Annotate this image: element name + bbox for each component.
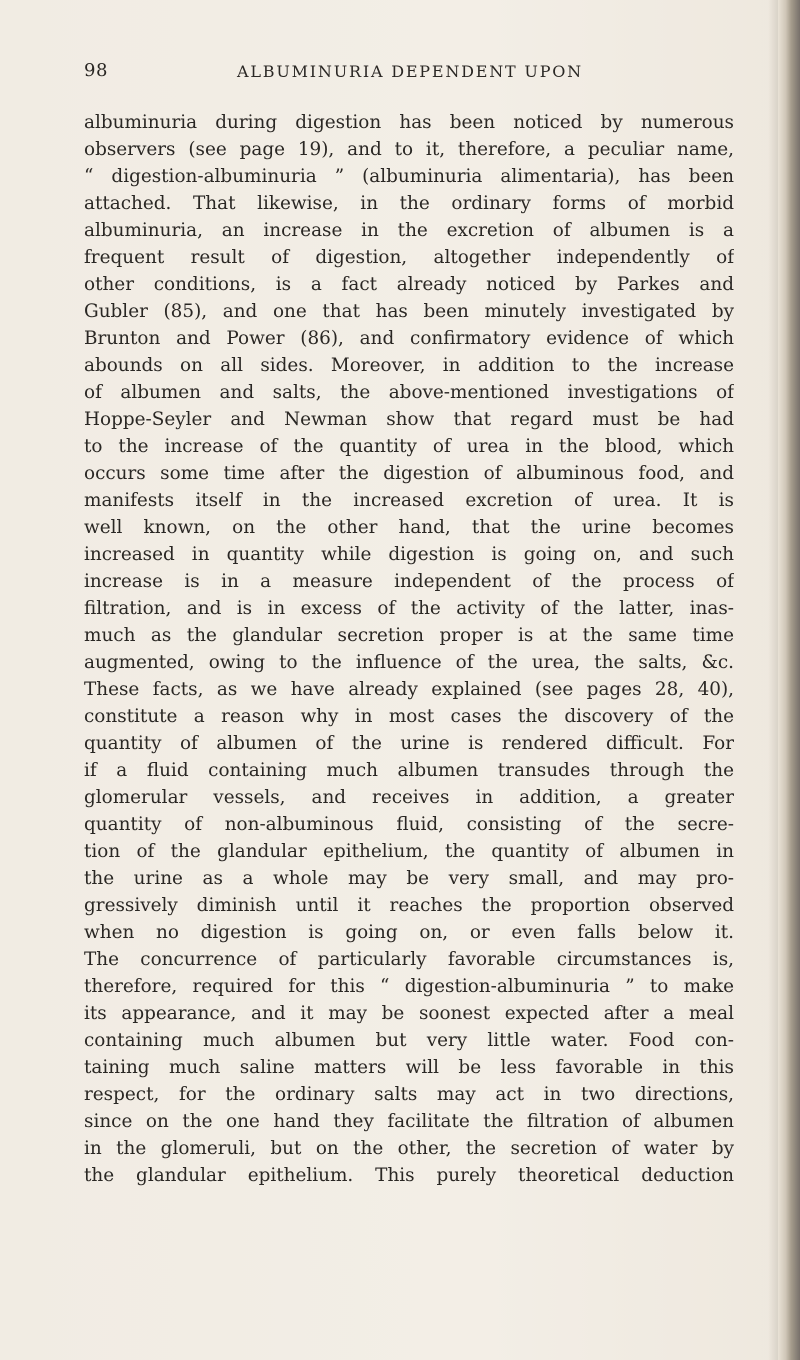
text-line: other conditions, is a fact already noticed by Parkes and [84,274,734,295]
text-line: attached. That likewise, in the ordinary forms of morbid [84,193,734,214]
text-line: since on the one hand they facilitate the filtration of albumen [84,1111,734,1132]
text-line: much as the glandular secretion proper is at the same time [84,625,734,646]
text-line: These facts, as we have already explained (see pages 28, 40), [84,679,734,700]
text-line: to the increase of the quantity of urea in the blood, which [84,436,734,457]
text-line: Brunton and Power (86), and confirmatory evidence of which [84,328,734,349]
text-line: of albumen and salts, the above-mentioned investigations of [84,382,734,403]
text-line: albuminuria during digestion has been noticed by numerous [84,112,734,133]
text-line: increased in quantity while digestion is going on, and such [84,544,734,565]
text-line: quantity of non-albuminous fluid, consisting of the secre- [84,814,734,835]
text-line: Hoppe-Seyler and Newman show that regard must be had [84,409,734,430]
page-header [0,60,800,90]
text-line: manifests itself in the increased excretion of urea. It is [84,490,734,511]
text-line: taining much saline matters will be less favorable in this [84,1057,734,1078]
text-line: albuminuria, an increase in the excretion of albumen is a [84,220,734,241]
text-line: well known, on the other hand, that the urine becomes [84,517,734,538]
text-line: frequent result of digestion, altogether independently of [84,247,734,268]
text-line: Gubler (85), and one that has been minutely investigated by [84,301,734,322]
text-line: if a fluid containing much albumen transudes through the [84,760,734,781]
text-line: the urine as a whole may be very small, and may pro- [84,868,734,889]
book-gutter [778,0,800,1360]
text-line: observers (see page 19), and to it, therefore, a peculiar name, [84,139,734,160]
text-line: abounds on all sides. Moreover, in addition to the increase [84,355,734,376]
text-line: augmented, owing to the influence of the urea, the salts, &c. [84,652,734,673]
binding-shadow [768,0,778,1360]
body-text [84,109,734,1189]
text-line: increase is in a measure independent of the process of [84,571,734,592]
text-line: quantity of albumen of the urine is rendered difficult. For [84,733,734,754]
text-line: therefore, required for this “ digestion-albuminuria ” to make [84,976,734,997]
text-line: glomerular vessels, and receives in addition, a greater [84,787,734,808]
text-line: The concurrence of particularly favorable circumstances is, [84,949,734,970]
page-number: 98 [84,60,108,81]
text-line: when no digestion is going on, or even falls below it. [84,922,734,943]
text-line: occurs some time after the digestion of albuminous food, and [84,463,734,484]
text-line: constitute a reason why in most cases the discovery of the [84,706,734,727]
running-head: ALBUMINURIA DEPENDENT UPON [236,62,583,81]
text-line: respect, for the ordinary salts may act in two directions, [84,1084,734,1105]
text-line: its appearance, and it may be soonest expected after a meal [84,1003,734,1024]
text-line: “ digestion-albuminuria ” (albuminuria alimentaria), has been [84,166,734,187]
text-line: filtration, and is in excess of the activity of the latter, inas- [84,598,734,619]
text-line: the glandular epithelium. This purely theoretical deduction [84,1165,734,1186]
text-line: tion of the glandular epithelium, the quantity of albumen in [84,841,734,862]
text-line: gressively diminish until it reaches the proportion observed [84,895,734,916]
text-line: in the glomeruli, but on the other, the secretion of water by [84,1138,734,1159]
text-line: containing much albumen but very little water. Food con- [84,1030,734,1051]
